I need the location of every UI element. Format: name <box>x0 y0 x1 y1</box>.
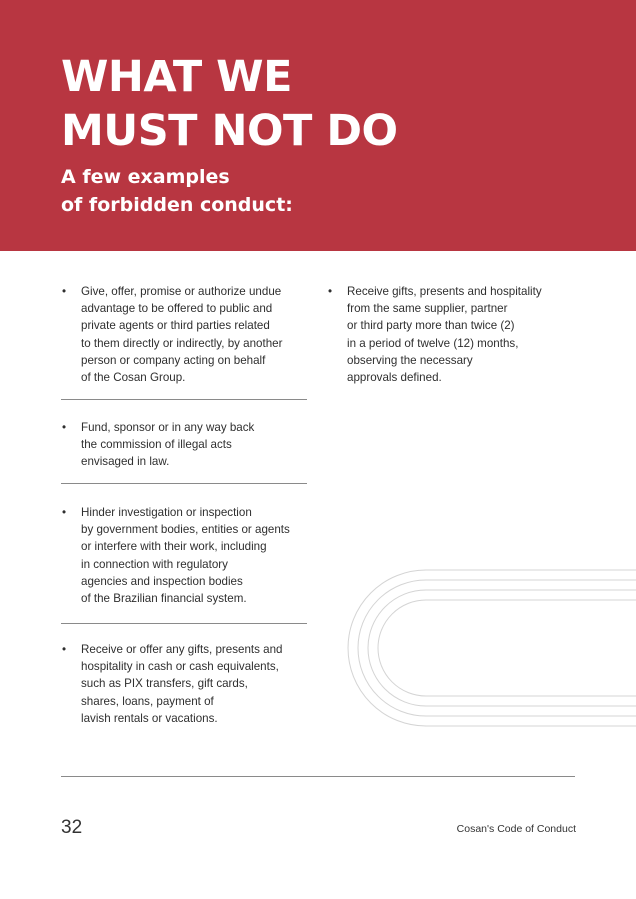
item-line: person or company acting on behalf <box>81 353 266 367</box>
item-line: Hinder investigation or inspection <box>81 506 252 519</box>
track-line <box>348 570 636 726</box>
track-line <box>368 590 636 706</box>
item-line: Receive or offer any gifts, presents and <box>81 643 283 656</box>
bullet-icon: • <box>62 643 67 656</box>
subtitle-line: of forbidden conduct: <box>61 194 293 216</box>
item-line: approvals defined. <box>347 371 442 385</box>
item-line: of the Cosan Group. <box>81 371 186 385</box>
list-item <box>62 504 290 607</box>
list-item <box>62 419 254 471</box>
divider <box>61 623 307 624</box>
item-line: Receive gifts, presents and hospitality <box>347 285 542 298</box>
track-line <box>378 600 636 696</box>
list-item <box>62 283 282 386</box>
item-line: observing the necessary <box>347 353 473 367</box>
decorative-track-graphic <box>336 560 636 736</box>
item-line: from the same supplier, partner <box>347 302 508 316</box>
item-line: of the Brazilian financial system. <box>81 592 247 606</box>
divider <box>61 399 307 400</box>
page-title <box>61 50 398 158</box>
item-line: or interfere with their work, including <box>81 540 267 554</box>
item-line: or third party more than twice (2) <box>347 319 515 333</box>
list-item <box>62 641 283 727</box>
item-line: shares, loans, payment of <box>81 694 214 708</box>
item-line: agencies and inspection bodies <box>81 574 243 588</box>
item-line: hospitality in cash or cash equivalents, <box>81 660 279 674</box>
item-line: such as PIX transfers, gift cards, <box>81 677 248 691</box>
divider <box>61 483 307 484</box>
header-banner <box>0 0 636 251</box>
item-line: the commission of illegal acts <box>81 438 232 452</box>
item-line: by government bodies, entities or agents <box>81 523 290 537</box>
bullet-icon: • <box>328 285 333 298</box>
item-line: advantage to be offered to public and <box>81 302 273 316</box>
title-line: WHAT WE <box>61 52 292 102</box>
bullet-icon: • <box>62 421 67 434</box>
page-number: 32 <box>61 817 83 838</box>
item-line: to them directly or indirectly, by another <box>81 336 283 350</box>
item-line: Give, offer, promise or authorize undue <box>81 285 282 298</box>
item-line: lavish rentals or vacations. <box>81 711 218 725</box>
list-item <box>328 283 542 386</box>
item-line: private agents or third parties related <box>81 319 270 333</box>
item-line: Fund, sponsor or in any way back <box>81 421 255 434</box>
document-title: Cosan's Code of Conduct <box>456 823 576 835</box>
item-line: in a period of twelve (12) months, <box>347 336 519 350</box>
subtitle-line: A few examples <box>61 166 230 188</box>
bullet-icon: • <box>62 506 67 519</box>
item-line: in connection with regulatory <box>81 557 228 571</box>
item-line: envisaged in law. <box>81 455 170 469</box>
footer-divider <box>61 776 575 777</box>
bullet-icon: • <box>62 285 67 298</box>
title-line: MUST NOT DO <box>61 106 398 156</box>
page-subtitle <box>61 163 293 219</box>
